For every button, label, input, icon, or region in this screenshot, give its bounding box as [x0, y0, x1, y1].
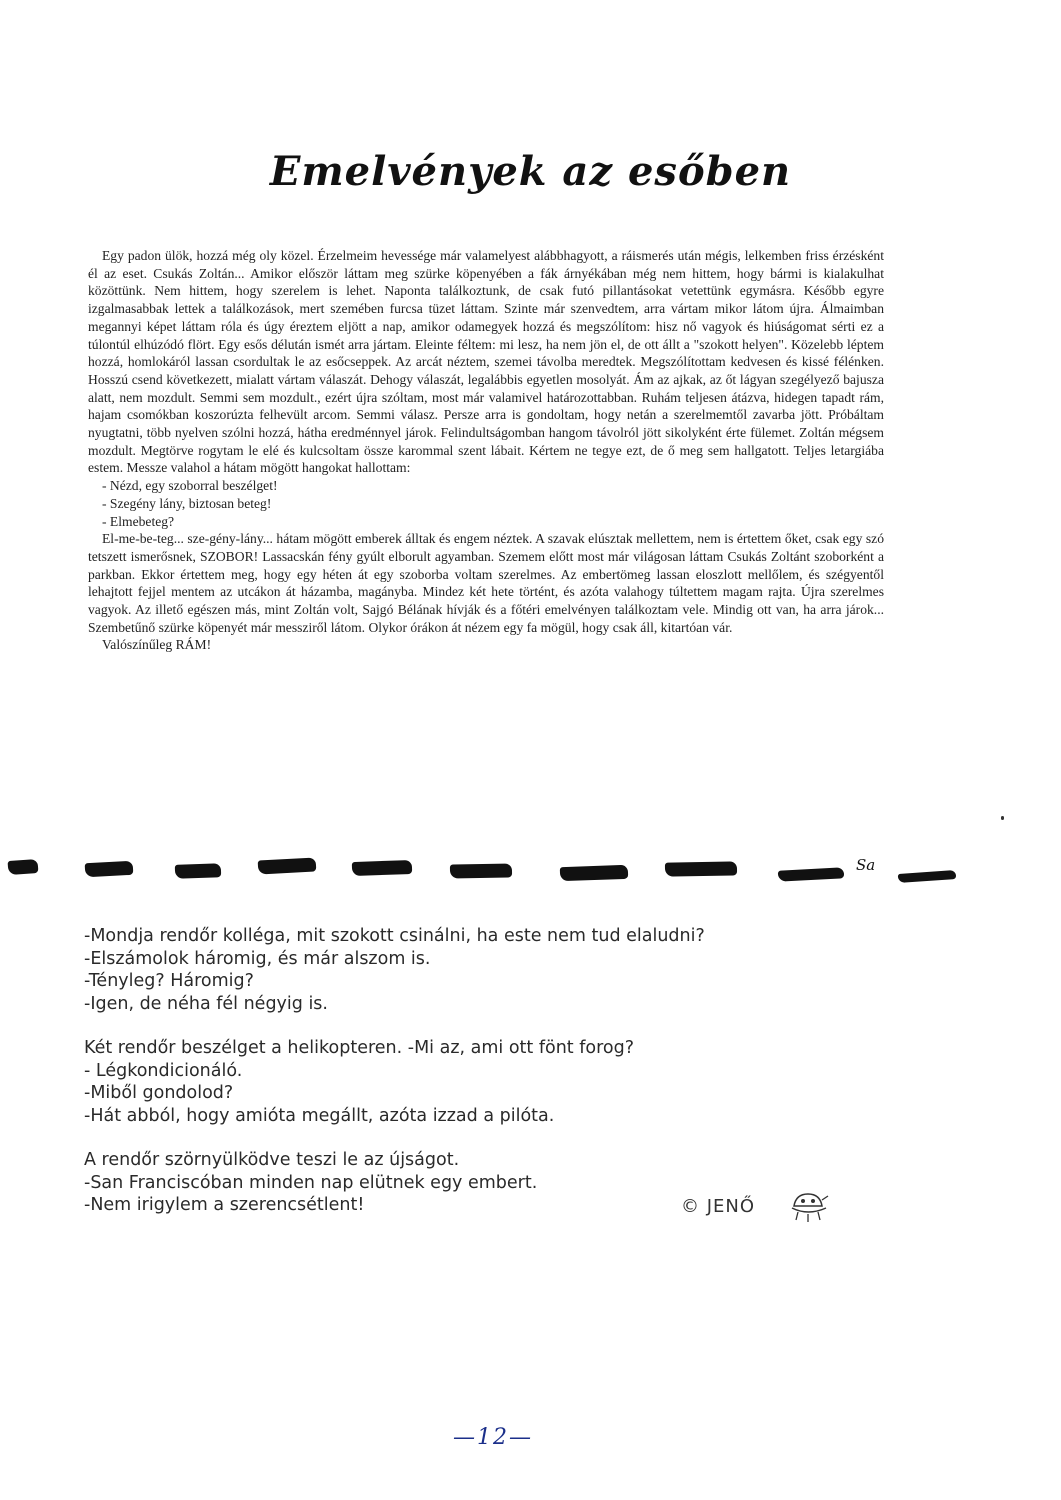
- brush-stroke: [85, 861, 134, 877]
- brush-stroke: [898, 870, 956, 883]
- brush-divider: [0, 852, 1061, 892]
- jokes-section: [84, 925, 844, 1239]
- story-paragraph: Egy padon ülök, hozzá még oly közel. Érzelmeim hevessége már valamelyest alábbhagyott, a ráismerés után mégis, lelkemben friss érzésként él az eset. Csukás Zoltán... Amikor először láttam meg szürke köpenyében a fák árnyékában még nem hittem, hogy bármi is kialakulhat közöttünk. Nem hittem, hogy szerelem is lehet. Naponta találkoztunk, de csak futó pillantásokat vetettünk egymásra. Később egyre izgalmasabbak lettek a találkozások, mert szemében furcsa tüzet láttam. Szinte már szenvedtem, arra vártam mikor látom újra. Álmaimban megannyi képet láttam róla és úgy éreztem eljött a nap, amikor odamegyek hozzá és megszólítom: hisz nő vagyok és hiúságomat sérti ez a túlontúl elhúzódó flört. Egy esős délután ismét arra jártam. Eleinte féltem: mi lesz, ha nem jön el, de ott állt a "szokott helyen". Közelebb léptem hozzá, homlokáról lassan csordultak le az esőcseppek. Az arcát néztem, szemei távolba meredtek. Megszólítottam kedvesen és kissé félénken. Hosszú csend következett, mialatt vártam válaszát. Dehogy válaszát, legalábbis egyetlen mosolyát. Ám az ajkak, az őt lágyan szegélyező bajusza alatt, nem mozdult. Semmi sem mozdult., ezért újra szóltam, most már valamivel határozottabban. Ruhám teljesen átázva, hidegen tapadt rám, hajam csomókban koszorúzta felhevült arcom. Semmi válasz. Persze arra is gondoltam, hogy netán a szerelmemtől zavarba jött. Próbáltam nyugtatni, több nyelven szólni hozzá, hátha eredménnyel járok. Felindultságomban hangom távolról jött sikolyként érte fülemet. Zoltán mégsem mozdult. Megtörve rogytam le elé és kulcsoltam össze karommal szent lábait. Kértem ne tegye ezt, de ő meg sem hallgatott. Teljes letargiába estem. Messze valahol a hátam mögött hangokat hallottam:: [88, 248, 884, 476]
- joke-line: Két rendőr beszélget a helikopteren. -Mi az, ami ott fönt forog?: [84, 1038, 634, 1058]
- joke-line: -Elszámolok háromig, és már alszom is.: [84, 948, 431, 969]
- brush-stroke: [258, 857, 317, 874]
- story-paragraph: El-me-be-teg... sze-gény-lány... hátam mögött emberek álltak és engem néztek. A szavak elúsztak mellettem, nem is értettem őket, csak egy szó tetszett ismerősnek, SZOBOR! Lassacskán fény gyúlt elborult agyamban. Szemem előtt most már világosan láttam Csukás Zoltánt szoborként a parkban. Ekkor értettem meg, hogy egy héten át egy szoborba voltam szerelmes. Az embertömeg lassan eloszlott mellőlem, és szégyentől lehajtott fejjel mentem az utcákon át házamba, magányba. Mindez két hete történt, és azóta valahogy túltettem magam rajta. Újra szerelmes vagyok. Az illető egészen más, mint Zoltán volt, Sajgó Bélának hívják és a főtéri emelvényen találkoztam vele. Mindig ott van, ha arra járok... Szembetűnő szürke köpenyét már messziről látom. Olykor órákon át nézem egy fa mögül, hogy csak áll, kitartóan vár.: [88, 531, 884, 635]
- story-closing: Valószínűleg RÁM!: [102, 637, 212, 653]
- brush-stroke: [8, 859, 39, 875]
- joke-line: - Légkondicionáló.: [84, 1060, 243, 1081]
- margin-mark: [1001, 816, 1004, 820]
- brush-stroke: [450, 863, 512, 878]
- brush-stroke: [778, 867, 844, 881]
- joke-block: [84, 1037, 844, 1127]
- joke-line: -Nem irigylem a szerencsétlent!: [84, 1195, 365, 1215]
- joke-line: -San Franciscóban minden nap elütnek egy embert.: [84, 1172, 538, 1193]
- author-signature: Sa: [856, 856, 876, 874]
- story-quote: - Nézd, egy szoborral beszélget!: [102, 478, 278, 494]
- copyright-signature: © JENŐ: [681, 1196, 756, 1217]
- joke-line: -Igen, de néha fél négyig is.: [84, 993, 328, 1014]
- page-number: —12—: [453, 1425, 533, 1450]
- brush-stroke: [175, 863, 221, 879]
- brush-stroke: [352, 860, 412, 876]
- joke-line: -Miből gondolod?: [84, 1083, 234, 1103]
- brush-stroke: [560, 865, 628, 881]
- joke-line: -Tényleg? Háromig?: [84, 971, 254, 991]
- article-title: Emelvények az esőben: [269, 148, 792, 195]
- story-quote: - Szegény lány, biztosan beteg!: [102, 495, 272, 511]
- joke-line: -Hát abból, hogy amióta megállt, azóta izzad a pilóta.: [84, 1105, 555, 1126]
- brush-stroke: [665, 861, 737, 876]
- story-body: [88, 247, 884, 654]
- story-quote: - Elmebeteg?: [102, 513, 175, 529]
- joke-line: A rendőr szörnyülködve teszi le az újságot.: [84, 1150, 460, 1170]
- doodle-icon: [786, 1186, 832, 1226]
- joke-block: [84, 925, 844, 1015]
- joke-line: -Mondja rendőr kolléga, mit szokott csinálni, ha este nem tud elaludni?: [84, 926, 705, 946]
